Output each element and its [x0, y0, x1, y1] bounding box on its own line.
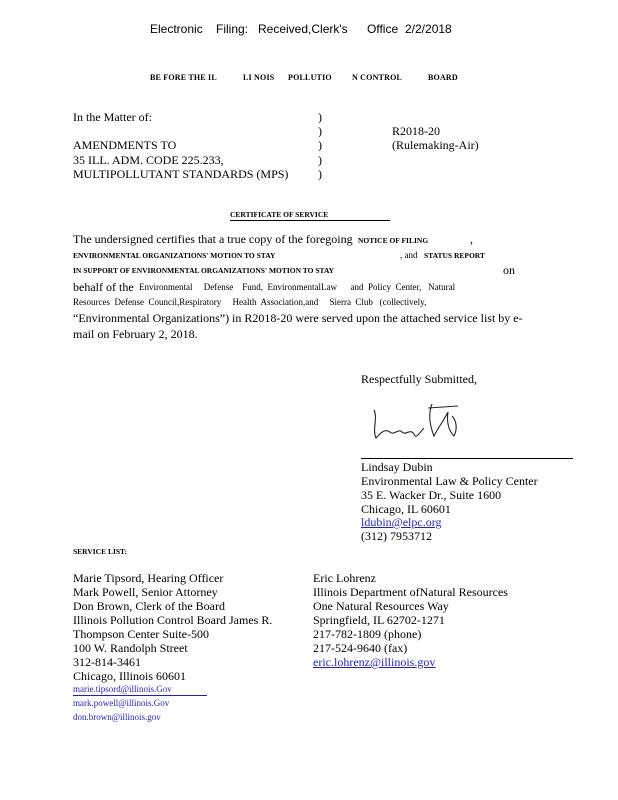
service-left-line-7: 312-814-3461	[73, 655, 141, 669]
board-title-2: LI NOIS	[243, 73, 275, 82]
signer-address-1: 35 E. Wacker Dr., Suite 1600	[361, 488, 502, 502]
caption-paren: )	[318, 153, 322, 167]
closing: Respectfully Submitted,	[361, 372, 477, 386]
certificate-title-underline	[230, 220, 390, 221]
service-left-line-4: Illinois Pollution Control Board James R.	[73, 613, 273, 627]
email-link-lohrenz[interactable]: eric.lohrenz@illinois.gov	[313, 655, 436, 669]
caption-paren: )	[318, 124, 322, 138]
certificate-parties-2: Resources Defense Council,Respiratory Health Association,and Sierra Club (collectively,	[73, 297, 427, 307]
signer-email-link[interactable]: ldubin@elpc.org	[361, 515, 442, 529]
service-left-line-3: Don Brown, Clerk of the Board	[73, 599, 225, 613]
handwritten-signature	[366, 398, 466, 448]
certificate-line-6: “Environmental Organizations”) in R2018-20 were served upon the attached service list by e-	[73, 311, 523, 325]
certificate-line-1: The undersigned certifies that a true copy of the foregoing	[73, 232, 353, 246]
notice-of-filing: NOTICE OF FILING	[358, 236, 429, 245]
header-office: Office	[367, 22, 399, 36]
certificate-title: CERTIFICATE OF SERVICE	[230, 210, 329, 219]
certificate-behalf: behalf of the	[73, 280, 134, 294]
case-number: R2018-20	[392, 124, 440, 138]
caption-paren: )	[318, 167, 322, 181]
service-right-line-2: Illinois Department ofNatural Resources	[313, 585, 508, 599]
email-link-tipsord[interactable]: marie.tipsord@illinois.Gov	[73, 684, 172, 694]
service-list-label: SERVICE LIST:	[73, 547, 127, 556]
service-left-line-8: Chicago, Illinois 60601	[73, 669, 186, 683]
caption-paren: )	[318, 110, 322, 124]
board-title-3: POLLUTIO	[288, 73, 332, 82]
certificate-on: on	[503, 263, 515, 277]
service-left-line-2: Mark Powell, Senior Attorney	[73, 585, 218, 599]
signer-org: Environmental Law & Policy Center	[361, 474, 538, 488]
status-report-subtitle: IN SUPPORT OF ENVIRONMENTAL ORGANIZATIONS' MOTION TO STAY	[73, 266, 335, 275]
signer-name: Lindsay Dubin	[361, 460, 433, 474]
service-right-line-3: One Natural Resources Way	[313, 599, 449, 613]
caption-matter: In the Matter of:	[73, 110, 152, 124]
board-title-4: N CONTROL	[352, 73, 403, 82]
board-title-5: BOARD	[428, 73, 458, 82]
certificate-parties-1: Environmental Defense Fund, EnvironmentalLaw and Policy Center, Natural	[139, 282, 456, 292]
header-date: 2/2/2018	[405, 22, 452, 36]
service-right-line-6: 217-524-9640 (fax)	[313, 641, 408, 655]
email-link-brown[interactable]: don.brown@illinois.gov	[73, 712, 161, 722]
service-right-line-4: Springfield, IL 62702-1271	[313, 613, 445, 627]
email-link-underline	[73, 695, 207, 696]
case-type: (Rulemaking-Air)	[392, 138, 479, 152]
service-left-line-5: Thompson Center Suite-500	[73, 627, 209, 641]
service-left-line-1: Marie Tipsord, Hearing Officer	[73, 571, 224, 585]
header-electronic: Electronic	[150, 22, 203, 36]
service-right-line-1: Eric Lohrenz	[313, 571, 376, 585]
caption-line-1: AMENDMENTS TO	[73, 138, 177, 152]
email-link-powell[interactable]: mark.powell@illinois.Gov	[73, 698, 170, 708]
signer-address-2: Chicago, IL 60601	[361, 502, 451, 516]
service-left-line-6: 100 W. Randolph Street	[73, 641, 188, 655]
service-right-line-5: 217-782-1809 (phone)	[313, 627, 422, 641]
board-title-1: BE FORE THE IL	[150, 73, 217, 82]
header-filing: Filing:	[216, 22, 249, 36]
caption-paren: )	[318, 138, 322, 152]
caption-line-2: 35 ILL. ADM. CODE 225.233,	[73, 153, 224, 167]
status-report-title: STATUS REPORT	[424, 251, 485, 260]
certificate-and: , and	[400, 250, 418, 260]
caption-line-3: MULTIPOLLUTANT STANDARDS (MPS)	[73, 167, 289, 181]
motion-to-stay-title: ENVIRONMENTAL ORGANIZATIONS' MOTION TO STAY	[73, 251, 276, 260]
certificate-comma: ,	[470, 232, 473, 246]
signer-phone: (312) 7953712	[361, 529, 432, 543]
signature-line	[361, 458, 573, 459]
header-received: Received,Clerk's	[258, 22, 348, 36]
certificate-line-7: mail on February 2, 2018.	[73, 327, 198, 341]
